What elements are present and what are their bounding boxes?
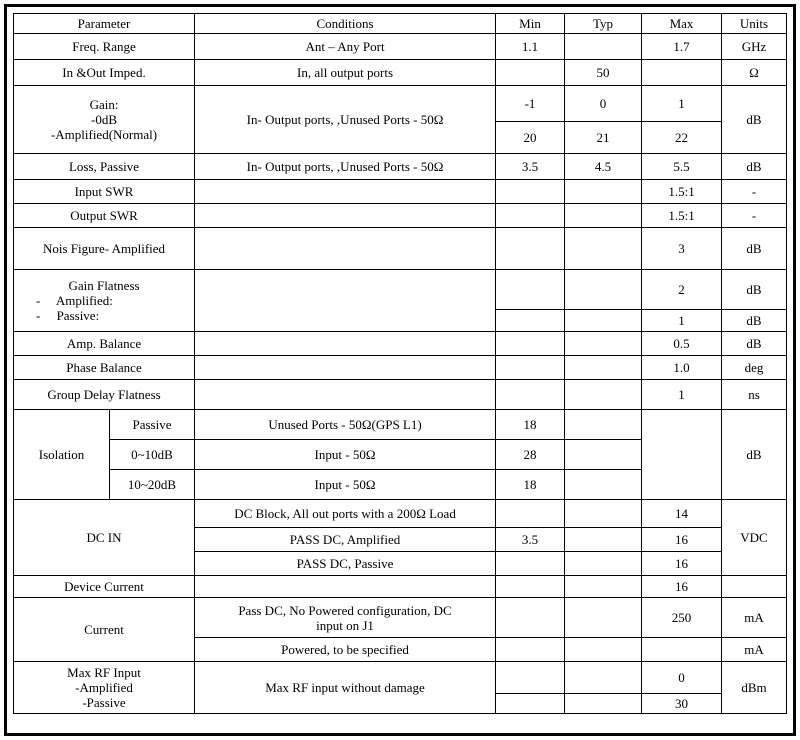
min-cell: [496, 204, 565, 228]
unit-cell: dB: [722, 154, 787, 180]
param-cell: Output SWR: [14, 204, 195, 228]
cond-cell: In- Output ports, ,Unused Ports - 50Ω: [195, 154, 496, 180]
param-cell: Nois Figure- Amplified: [14, 228, 195, 270]
header-min: Min: [496, 14, 565, 34]
cond-cell: Max RF input without damage: [195, 662, 496, 714]
header-row: [14, 14, 787, 34]
cond-cell: [195, 270, 496, 332]
max-cell: [642, 60, 722, 86]
param-cell-flatness: [14, 270, 195, 332]
min-cell: [496, 356, 565, 380]
max-cell: 0: [642, 662, 722, 694]
min-cell: 18: [496, 470, 565, 500]
typ-cell: [565, 598, 642, 638]
unit-cell: [722, 576, 787, 598]
max-cell: 16: [642, 576, 722, 598]
unit-cell: dB: [722, 228, 787, 270]
unit-cell: mA: [722, 638, 787, 662]
cond-cell: PASS DC, Amplified: [195, 528, 496, 552]
row-dc-in-1: [14, 500, 787, 528]
row-max-rf-1: [14, 662, 787, 694]
unit-cell: ns: [722, 380, 787, 410]
typ-cell: [565, 638, 642, 662]
param-cell: Loss, Passive: [14, 154, 195, 180]
unit-cell: dB: [722, 410, 787, 500]
cond-cell: In- Output ports, ,Unused Ports - 50Ω: [195, 86, 496, 154]
max-cell: [642, 638, 722, 662]
cond-cell: Powered, to be specified: [195, 638, 496, 662]
sub-param-cell: Passive: [110, 410, 195, 440]
min-cell: [496, 694, 565, 714]
row-output-swr: [14, 204, 787, 228]
cond-cell: [195, 598, 496, 638]
unit-cell: dB: [722, 86, 787, 154]
typ-cell: [565, 356, 642, 380]
cond-cell: [195, 180, 496, 204]
unit-cell: dB: [722, 332, 787, 356]
cond-cell: Ant – Any Port: [195, 34, 496, 60]
max-cell: 16: [642, 552, 722, 576]
min-cell: [496, 180, 565, 204]
param-cell: Amp. Balance: [14, 332, 195, 356]
max-cell: 1.7: [642, 34, 722, 60]
unit-cell: -: [722, 180, 787, 204]
typ-cell: [565, 310, 642, 332]
unit-cell: dBm: [722, 662, 787, 714]
unit-cell: GHz: [722, 34, 787, 60]
gain-sub-0db: -0dB: [91, 112, 117, 127]
min-cell: 28: [496, 440, 565, 470]
row-loss-passive: [14, 154, 787, 180]
gain-label: Gain:: [89, 97, 119, 112]
typ-cell: [565, 552, 642, 576]
header-parameter: Parameter: [14, 14, 195, 34]
max-cell: 1: [642, 310, 722, 332]
typ-cell: [565, 576, 642, 598]
row-device-current: [14, 576, 787, 598]
typ-cell: [565, 528, 642, 552]
typ-cell: [565, 662, 642, 694]
cond-cell: [195, 576, 496, 598]
min-cell: [496, 228, 565, 270]
row-gain-1: [14, 86, 787, 122]
row-noise-figure: [14, 228, 787, 270]
min-cell: [496, 500, 565, 528]
max-cell: 22: [642, 122, 722, 154]
current-cond-line-2: input on J1: [316, 617, 374, 633]
max-cell: 250: [642, 598, 722, 638]
cond-cell: In, all output ports: [195, 60, 496, 86]
typ-cell: 0: [565, 86, 642, 122]
typ-cell: 4.5: [565, 154, 642, 180]
max-cell: 1.0: [642, 356, 722, 380]
max-cell: 5.5: [642, 154, 722, 180]
param-cell-gain: [14, 86, 195, 154]
cond-cell: [195, 380, 496, 410]
row-input-swr: [14, 180, 787, 204]
spec-sheet: [4, 4, 796, 736]
flatness-sub-passive: - Passive:: [36, 308, 100, 323]
param-cell-isolation: Isolation: [14, 410, 110, 500]
row-current-1: [14, 598, 787, 638]
cond-cell: [195, 332, 496, 356]
row-impedance: [14, 60, 787, 86]
param-cell: In &Out Imped.: [14, 60, 195, 86]
typ-cell: [565, 180, 642, 204]
min-cell: [496, 380, 565, 410]
cond-cell: [195, 228, 496, 270]
param-cell: Input SWR: [14, 180, 195, 204]
min-cell: [496, 270, 565, 310]
flatness-sub-amplified: - Amplified:: [36, 293, 113, 308]
max-cell: 0.5: [642, 332, 722, 356]
flatness-label: Gain Flatness: [68, 278, 140, 293]
row-isolation-1: [14, 410, 787, 440]
max-cell: [642, 410, 722, 500]
row-freq-range: [14, 34, 787, 60]
header-conditions: Conditions: [195, 14, 496, 34]
typ-cell: [565, 228, 642, 270]
gain-sub-amplified: -Amplified(Normal): [50, 127, 158, 142]
cond-cell: PASS DC, Passive: [195, 552, 496, 576]
min-cell: [496, 638, 565, 662]
param-cell: Group Delay Flatness: [14, 380, 195, 410]
min-cell: [496, 552, 565, 576]
row-group-delay: [14, 380, 787, 410]
typ-cell: [565, 694, 642, 714]
min-cell: [496, 60, 565, 86]
sub-param-cell: 10~20dB: [110, 470, 195, 500]
spec-table: [13, 13, 787, 714]
sub-param-cell: 0~10dB: [110, 440, 195, 470]
header-max: Max: [642, 14, 722, 34]
row-gain-flatness-1: [14, 270, 787, 310]
max-cell: 2: [642, 270, 722, 310]
cond-cell: Unused Ports - 50Ω(GPS L1): [195, 410, 496, 440]
typ-cell: 21: [565, 122, 642, 154]
param-cell: Device Current: [14, 576, 195, 598]
min-cell: 3.5: [496, 528, 565, 552]
max-cell: 1: [642, 86, 722, 122]
min-cell: 3.5: [496, 154, 565, 180]
header-units: Units: [722, 14, 787, 34]
unit-cell: dB: [722, 270, 787, 310]
unit-cell: Ω: [722, 60, 787, 86]
unit-cell: mA: [722, 598, 787, 638]
param-cell: Freq. Range: [14, 34, 195, 60]
max-rf-sub-amplified: -Amplified: [75, 680, 133, 695]
max-rf-label: Max RF Input: [67, 665, 141, 680]
unit-cell: VDC: [722, 500, 787, 576]
current-cond-line-1: Pass DC, No Powered configuration, DC: [238, 602, 452, 618]
param-cell-dc-in: DC IN: [14, 500, 195, 576]
min-cell: [496, 576, 565, 598]
max-rf-sub-passive: -Passive: [82, 695, 126, 710]
typ-cell: [565, 470, 642, 500]
max-cell: 30: [642, 694, 722, 714]
typ-cell: 50: [565, 60, 642, 86]
param-cell-max-rf: [14, 662, 195, 714]
typ-cell: [565, 500, 642, 528]
unit-cell: dB: [722, 310, 787, 332]
cond-cell: DC Block, All out ports with a 200Ω Load: [195, 500, 496, 528]
max-cell: 14: [642, 500, 722, 528]
min-cell: [496, 598, 565, 638]
param-cell-current: Current: [14, 598, 195, 662]
max-cell: 16: [642, 528, 722, 552]
min-cell: [496, 662, 565, 694]
cond-cell: Input - 50Ω: [195, 440, 496, 470]
typ-cell: [565, 270, 642, 310]
unit-cell: -: [722, 204, 787, 228]
cond-cell: [195, 356, 496, 380]
min-cell: 1.1: [496, 34, 565, 60]
min-cell: -1: [496, 86, 565, 122]
param-cell: Phase Balance: [14, 356, 195, 380]
typ-cell: [565, 34, 642, 60]
cond-cell: [195, 204, 496, 228]
min-cell: 18: [496, 410, 565, 440]
unit-cell: deg: [722, 356, 787, 380]
typ-cell: [565, 204, 642, 228]
cond-cell: Input - 50Ω: [195, 470, 496, 500]
max-cell: 3: [642, 228, 722, 270]
typ-cell: [565, 332, 642, 356]
row-amp-balance: [14, 332, 787, 356]
max-cell: 1: [642, 380, 722, 410]
max-cell: 1.5:1: [642, 204, 722, 228]
row-phase-balance: [14, 356, 787, 380]
typ-cell: [565, 410, 642, 440]
typ-cell: [565, 440, 642, 470]
min-cell: [496, 310, 565, 332]
min-cell: 20: [496, 122, 565, 154]
min-cell: [496, 332, 565, 356]
typ-cell: [565, 380, 642, 410]
max-cell: 1.5:1: [642, 180, 722, 204]
header-typ: Typ: [565, 14, 642, 34]
